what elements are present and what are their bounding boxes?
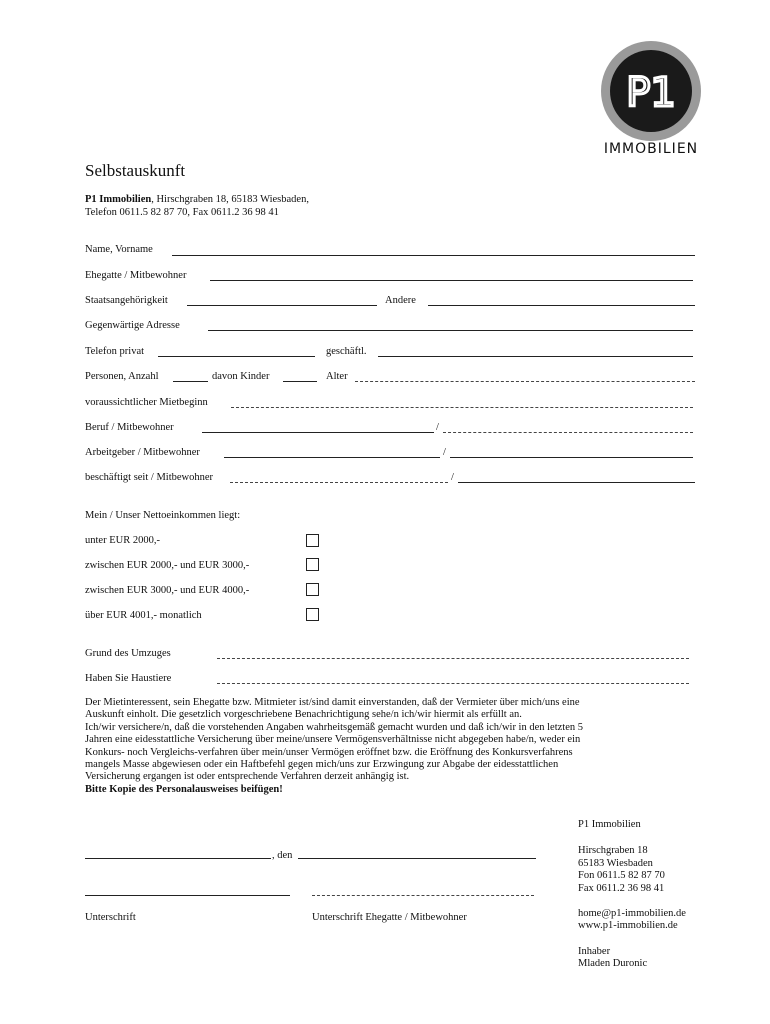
slash: / — [451, 472, 454, 483]
contact-block — [578, 819, 686, 971]
signature-line[interactable] — [85, 895, 290, 896]
p1-logo — [598, 38, 704, 144]
label-phone-business: geschäftl. — [326, 346, 367, 357]
company-header — [85, 193, 309, 219]
legal-line: mangels Masse abgewiesen oder ein Haftbefehl gegen mich/uns zur Erzwingung zur Abgabe der eidesstattlichen — [85, 759, 559, 771]
label-name: Name, Vorname — [85, 244, 153, 255]
employed-since-field[interactable] — [230, 482, 448, 483]
pets-field[interactable] — [217, 683, 689, 684]
employer-field[interactable] — [224, 457, 440, 458]
contact-owner-label: Inhaber — [578, 945, 611, 957]
contact-web: www.p1-immobilien.de — [578, 920, 678, 932]
date-field[interactable] — [298, 858, 536, 859]
contact-owner: Mladen Duronic — [578, 958, 648, 970]
date-separator: , den — [272, 850, 293, 861]
label-other: Andere — [385, 295, 416, 306]
legal-line: Konkurs- noch Vergleichs-verfahren über mein/unser Vermögen eröffnet bzw. die Eröffnung des Konkursverfahrens — [85, 746, 573, 758]
persons-field[interactable] — [173, 381, 208, 382]
signature-spouse-line[interactable] — [312, 895, 534, 896]
label-children: davon Kinder — [212, 371, 270, 382]
label-persons: Personen, Anzahl — [85, 371, 159, 382]
contact-name: P1 Immobilien — [578, 819, 641, 830]
age-field[interactable] — [355, 381, 695, 382]
signature-spouse-label: Unterschrift Ehegatte / Mitbewohner — [312, 912, 467, 923]
label-pets: Haben Sie Haustiere — [85, 673, 172, 684]
profession-field[interactable] — [202, 432, 434, 433]
logo-wordmark: IMMOBILIEN — [603, 141, 699, 157]
income-checkbox-over-4001[interactable] — [306, 608, 319, 621]
label-reason: Grund des Umzuges — [85, 648, 171, 659]
contact-phone: Fon 0611.5 82 87 70 — [578, 870, 665, 882]
label-move-in: voraussichtlicher Mietbeginn — [85, 397, 208, 408]
label-phone-private: Telefon privat — [85, 346, 145, 357]
label-age: Alter — [326, 371, 348, 382]
address-field[interactable] — [208, 330, 693, 331]
income-option-label: über EUR 4001,- monatlich — [85, 610, 202, 621]
income-option-label: unter EUR 2000,- — [85, 535, 160, 546]
profession-partner-field[interactable] — [443, 432, 693, 433]
employer-partner-field[interactable] — [450, 457, 693, 458]
label-employed-since: beschäftigt seit / Mitbewohner — [85, 472, 214, 483]
income-checkbox-2000-3000[interactable] — [306, 558, 319, 571]
income-option-label: zwischen EUR 2000,- und EUR 3000,- — [85, 560, 250, 571]
legal-line: Ich/wir versichere/n, daß die vorstehenden Angaben wahrheitsgemäß gemacht wurden und daß ich/wir in den letzten 5 — [85, 721, 583, 733]
phone-business-field[interactable] — [378, 356, 693, 357]
legal-line: Auskunft einholt. Die gesetzlich vorgeschriebene Benachrichtigung sehe/n ich/wir hiermit als erfüllt an. — [85, 709, 522, 721]
spouse-field[interactable] — [210, 280, 693, 281]
income-checkbox-3000-4000[interactable] — [306, 583, 319, 596]
income-heading: Mein / Unser Nettoeinkommen liegt: — [85, 510, 241, 521]
company-name: P1 Immobilien — [85, 194, 152, 205]
id-copy-notice: Bitte Kopie des Personalausweises beifügen! — [85, 783, 283, 795]
legal-declaration — [85, 697, 645, 796]
label-profession: Beruf / Mitbewohner — [85, 422, 174, 433]
label-spouse: Ehegatte / Mitbewohner — [85, 270, 187, 281]
legal-line: Der Mietinteressent, sein Ehegatte bzw. Mitmieter ist/sind damit einverstanden, daß der Vermieter über mich/uns eine — [85, 697, 580, 708]
label-employer: Arbeitgeber / Mitbewohner — [85, 447, 200, 458]
company-address: , Hirschgraben 18, 65183 Wiesbaden, — [151, 194, 309, 205]
place-field[interactable] — [85, 858, 271, 859]
label-address: Gegenwärtige Adresse — [85, 320, 180, 331]
slash: / — [436, 422, 439, 433]
phone-private-field[interactable] — [158, 356, 315, 357]
signature-label: Unterschrift — [85, 912, 136, 923]
logo-mark: P1 — [626, 70, 676, 116]
page-title: Selbstauskunft — [85, 161, 186, 180]
contact-city: 65183 Wiesbaden — [578, 857, 653, 869]
company-phone: Telefon 0611.5 82 87 70, Fax 0611.2 36 98 41 — [85, 207, 279, 218]
contact-email: home@p1-immobilien.de — [578, 908, 686, 920]
contact-fax: Fax 0611.2 36 98 41 — [578, 882, 665, 894]
income-option-label: zwischen EUR 3000,- und EUR 4000,- — [85, 585, 250, 596]
nationality-field[interactable] — [187, 305, 377, 306]
slash: / — [443, 447, 446, 458]
reason-field[interactable] — [217, 658, 689, 659]
income-checkbox-under-2000[interactable] — [306, 534, 319, 547]
children-field[interactable] — [283, 381, 317, 382]
legal-line: Versicherung ergangen ist oder entsprechende Verfahren derzeit anhängig ist. — [85, 771, 410, 783]
label-nationality: Staatsangehörigkeit — [85, 295, 168, 306]
legal-line: Jahren eine eidesstattliche Versicherung über meine/unsere Vermögensverhältnisse nicht abgegeben habe/n, weder ein — [85, 734, 581, 746]
other-nationality-field[interactable] — [428, 305, 695, 306]
employed-since-partner-field[interactable] — [458, 482, 695, 483]
name-field[interactable] — [172, 255, 695, 256]
contact-street: Hirschgraben 18 — [578, 845, 648, 857]
move-in-field[interactable] — [231, 407, 693, 408]
